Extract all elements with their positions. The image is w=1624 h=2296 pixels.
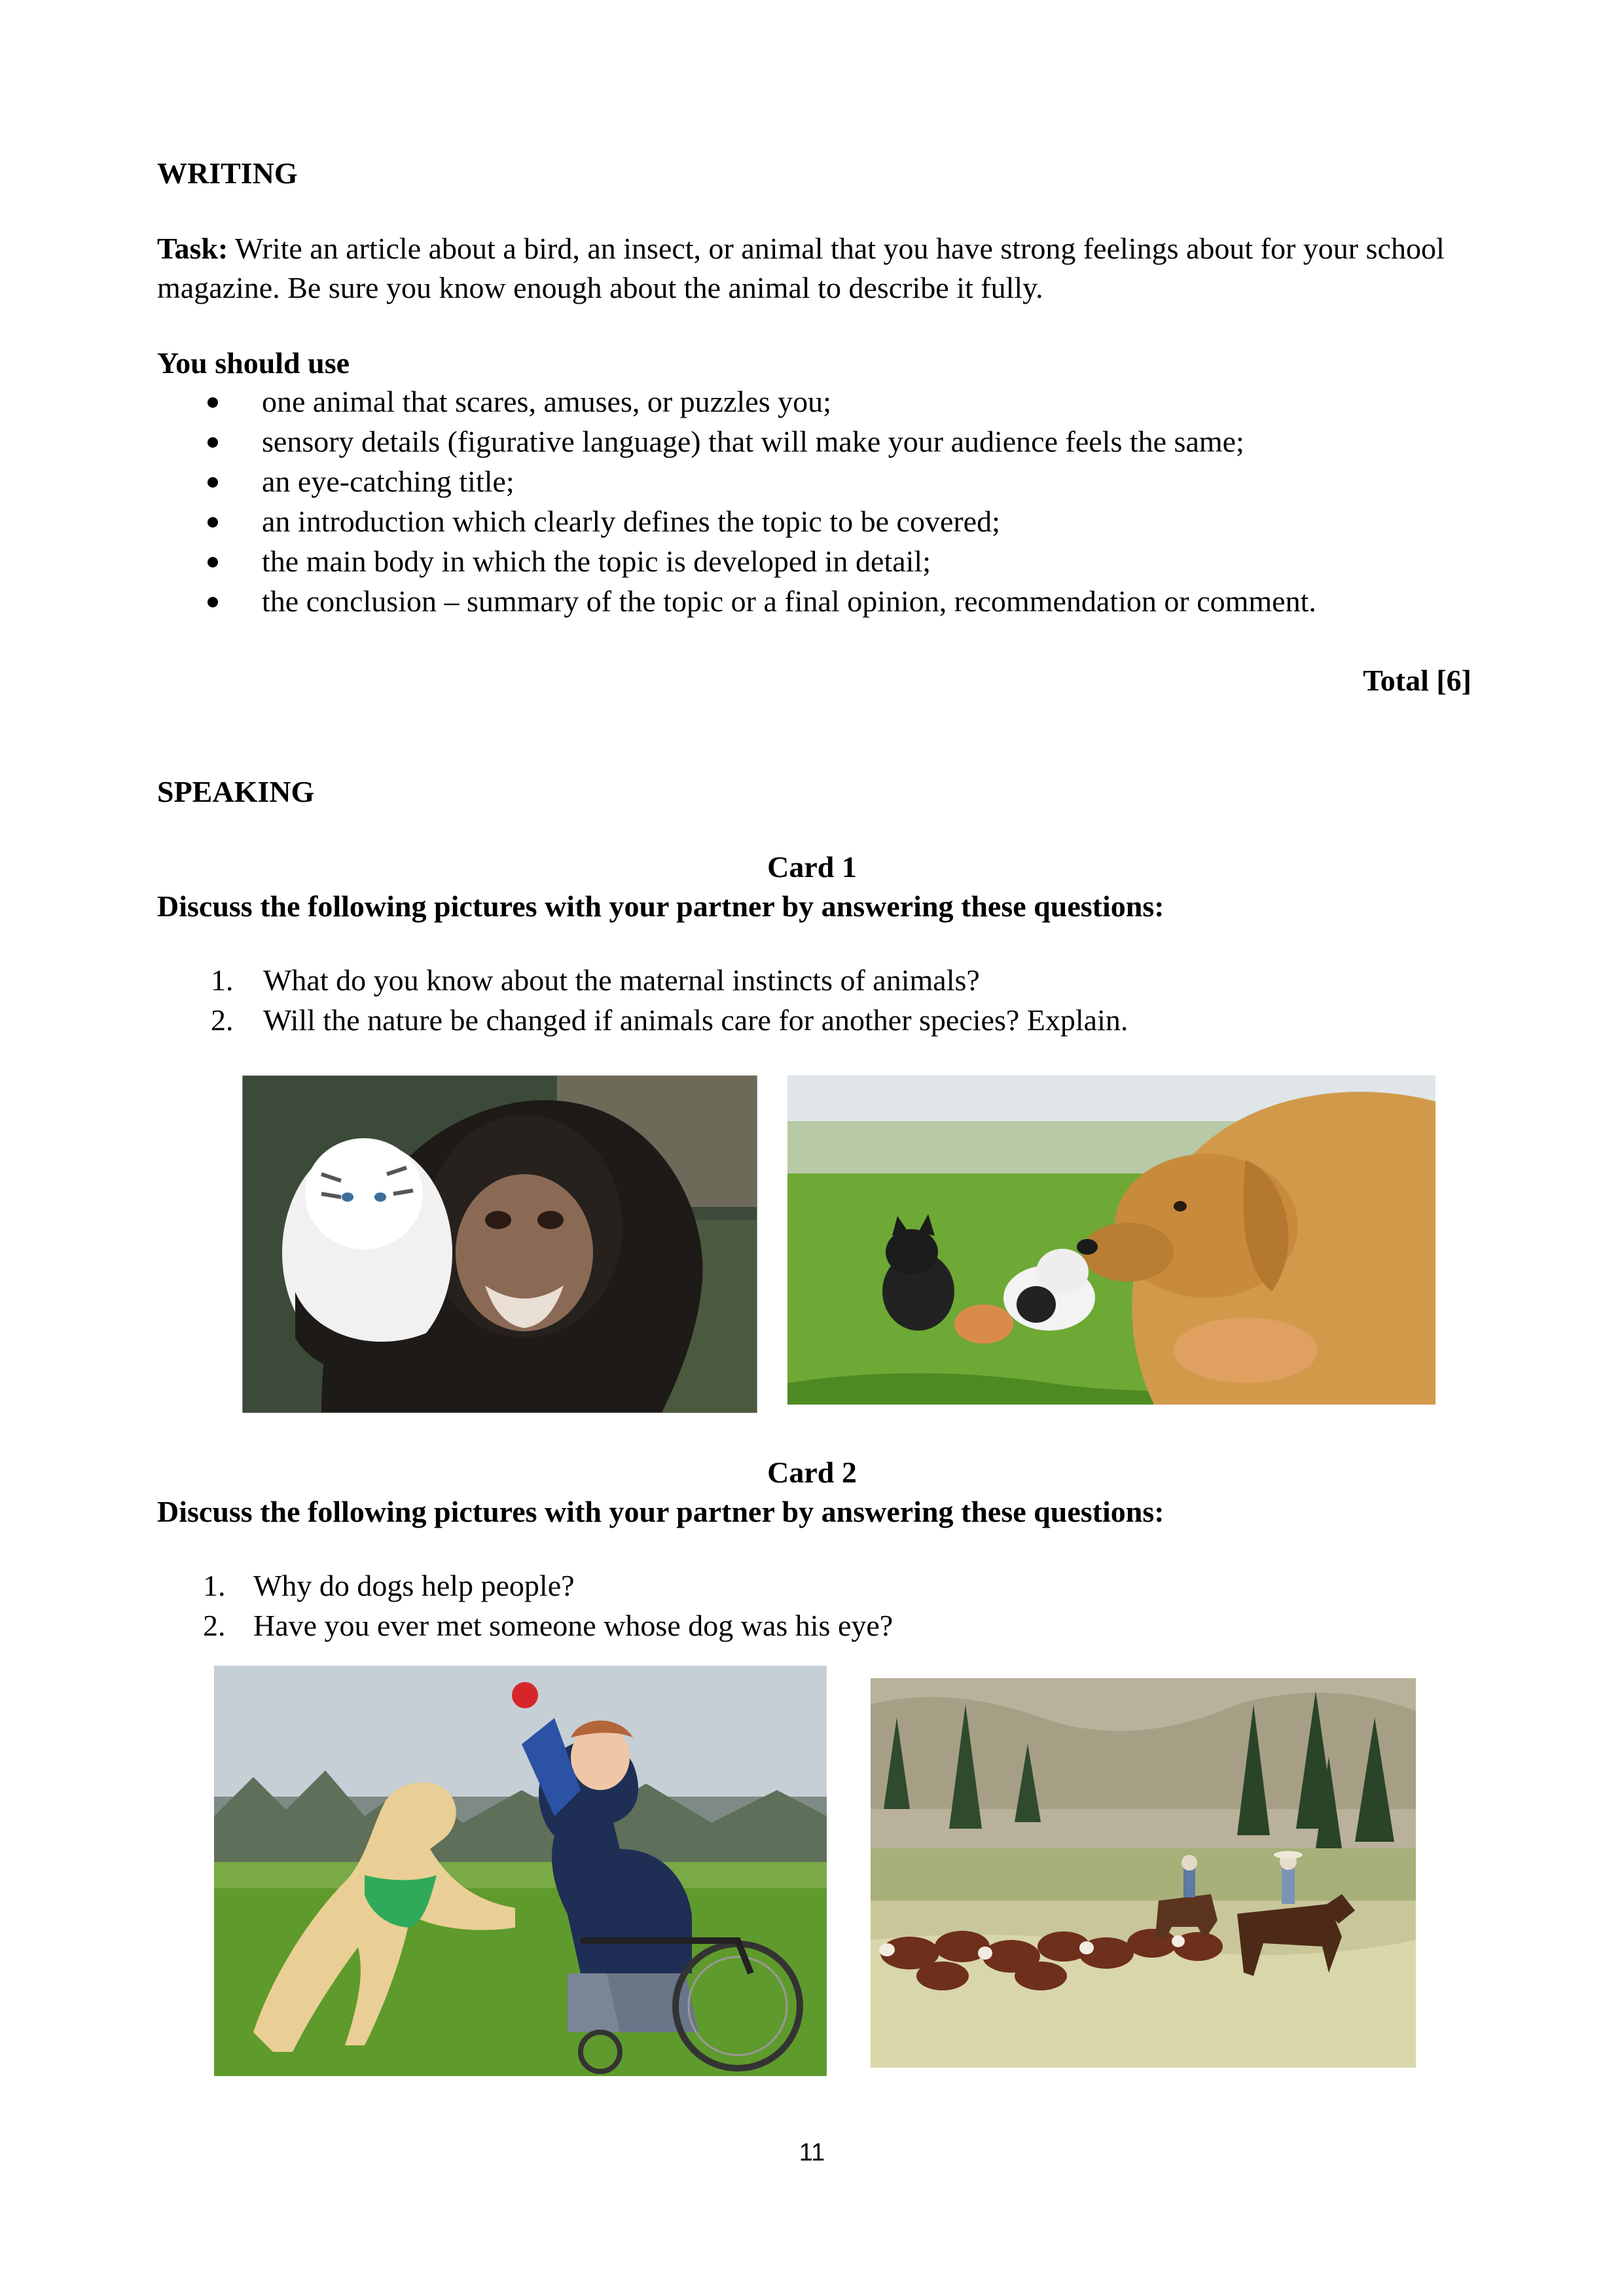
question-text: Will the nature be changed if animals care for another species? Explain.	[263, 1003, 1128, 1037]
photo-cowboys-cattle	[871, 1678, 1416, 2068]
writing-heading: WRITING	[157, 156, 298, 190]
list-item: sensory details (figurative language) that will make your audience feels the same;	[196, 422, 1316, 462]
card-2-instruction: Discuss the following pictures with your partner by answering these questions:	[157, 1495, 1164, 1528]
total-score: Total [6]	[1363, 664, 1471, 697]
list-item	[211, 961, 1128, 1001]
question-text: What do you know about the maternal instincts of animals?	[263, 963, 980, 997]
page-number: 11	[799, 2139, 825, 2166]
card-1-title: Card 1	[767, 850, 857, 884]
list-item: the conclusion – summary of the topic or a final opinion, recommendation or comment.	[196, 582, 1316, 622]
list-item: one animal that scares, amuses, or puzzles you;	[196, 382, 1316, 422]
speaking-heading: SPEAKING	[157, 775, 315, 808]
card-1-questions	[211, 961, 1128, 1041]
question-text: Why do dogs help people?	[253, 1569, 575, 1602]
card-1-instruction: Discuss the following pictures with your partner by answering these questions:	[157, 889, 1164, 923]
photo-dog-boy-wheelchair	[214, 1666, 827, 2076]
question-number: 2.	[211, 1003, 234, 1037]
list-item: an introduction which clearly defines the topic to be covered;	[196, 502, 1316, 542]
photo-chimp-tiger-cub	[242, 1075, 757, 1413]
question-number: 2.	[203, 1609, 226, 1642]
card-2-questions	[203, 1566, 893, 1646]
list-item: the main body in which the topic is developed in detail;	[196, 542, 1316, 582]
list-item	[203, 1606, 893, 1646]
writing-task	[157, 229, 1479, 308]
list-item	[203, 1566, 893, 1606]
list-item: an eye-catching title;	[196, 462, 1316, 502]
list-item	[211, 1001, 1128, 1041]
card-2-title: Card 2	[767, 1456, 857, 1489]
requirements-list	[196, 382, 1316, 622]
question-text: Have you ever met someone whose dog was his eye?	[253, 1609, 893, 1642]
question-number: 1.	[203, 1569, 226, 1602]
task-text: Write an article about a bird, an insect, or animal that you have strong feelings about for your school magazine. Be sure you know enough about the animal to describe it fully.	[157, 232, 1445, 304]
question-number: 1.	[211, 963, 234, 997]
task-label: Task:	[157, 232, 228, 265]
photo-dog-kittens	[787, 1075, 1435, 1405]
should-use-label: You should use	[157, 346, 350, 380]
